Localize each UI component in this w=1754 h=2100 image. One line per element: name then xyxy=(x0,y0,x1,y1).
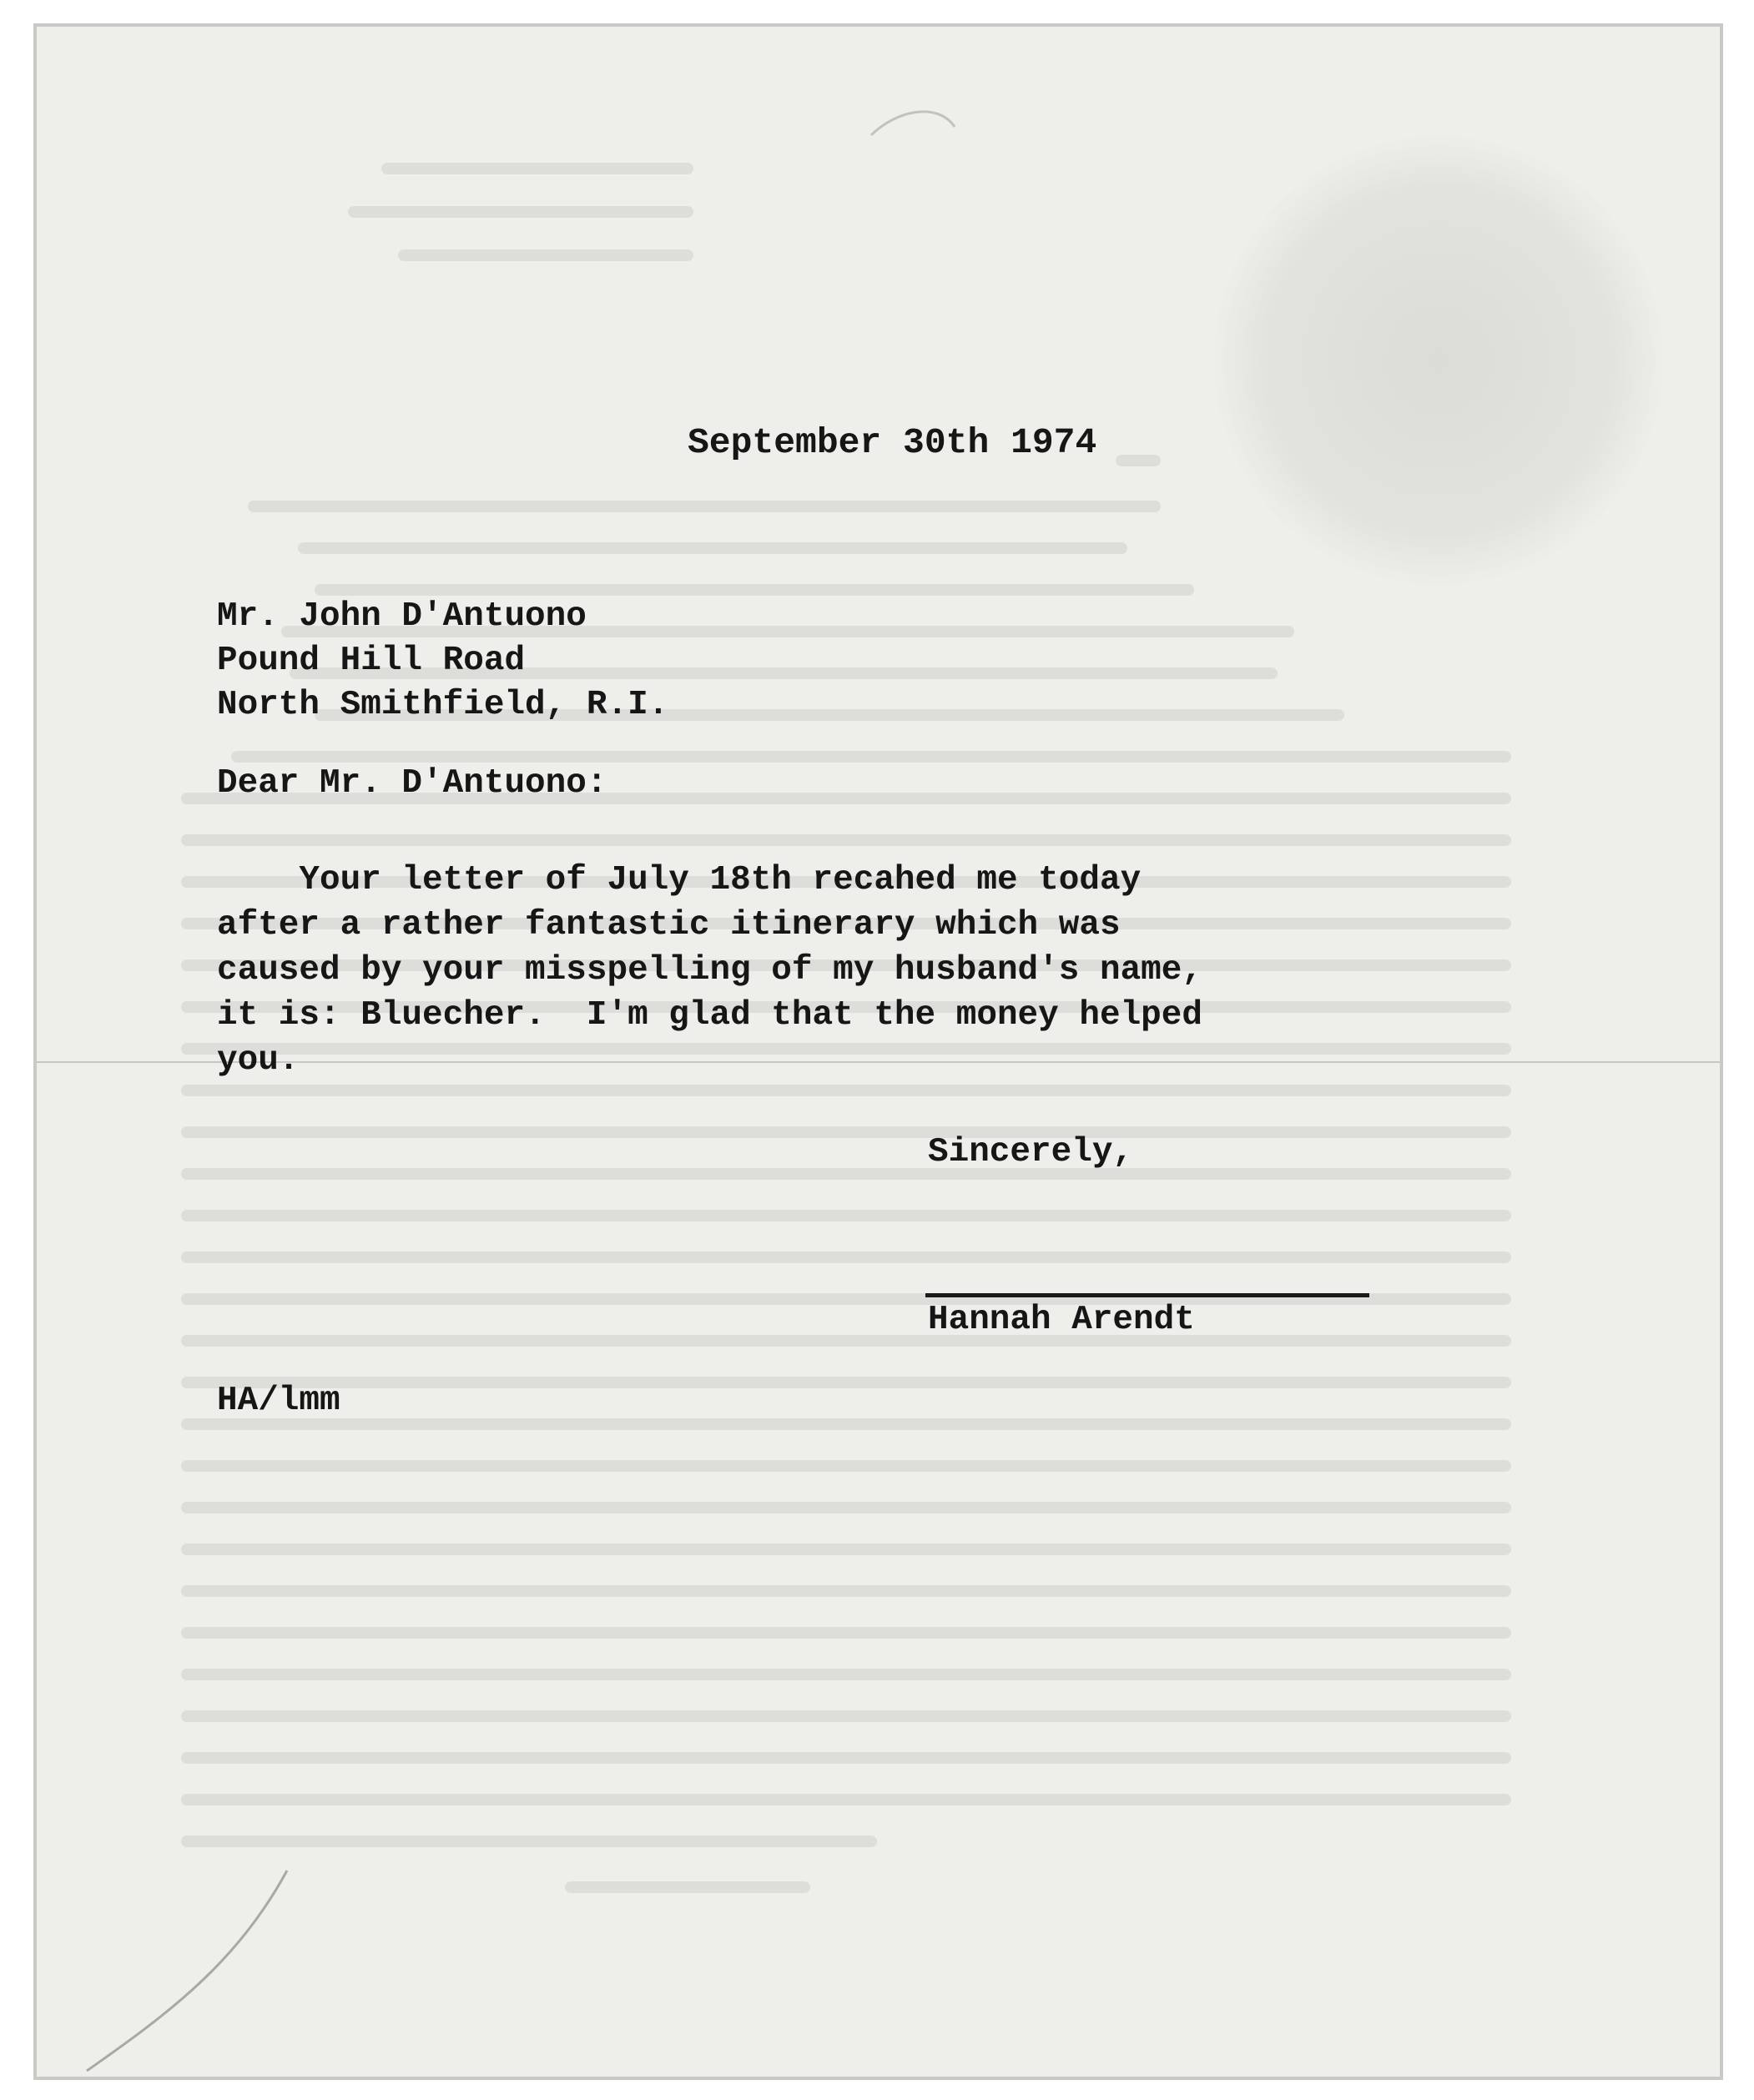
recipient-city: North Smithfield, R.I. xyxy=(217,686,669,724)
recipient-street: Pound Hill Road xyxy=(217,642,526,680)
reference-initials: HA/lmm xyxy=(217,1382,340,1420)
body-line-4: it is: Bluecher. I'm glad that the money helped xyxy=(217,996,1202,1035)
salutation: Dear Mr. D'Antuono: xyxy=(217,764,607,803)
closing: Sincerely, xyxy=(928,1133,1134,1171)
body-line-3: caused by your misspelling of my husband's name, xyxy=(217,951,1202,990)
letter-date: September 30th 1974 xyxy=(688,422,1097,463)
letter-page xyxy=(33,23,1723,2080)
body-line-1: Your letter of July 18th recahed me today xyxy=(217,861,1142,899)
body-line-2: after a rather fantastic itinerary which was xyxy=(217,906,1121,944)
recipient-name: Mr. John D'Antuono xyxy=(217,597,587,636)
signature-name: Hannah Arendt xyxy=(928,1301,1195,1339)
body-line-5: you. xyxy=(217,1041,300,1080)
